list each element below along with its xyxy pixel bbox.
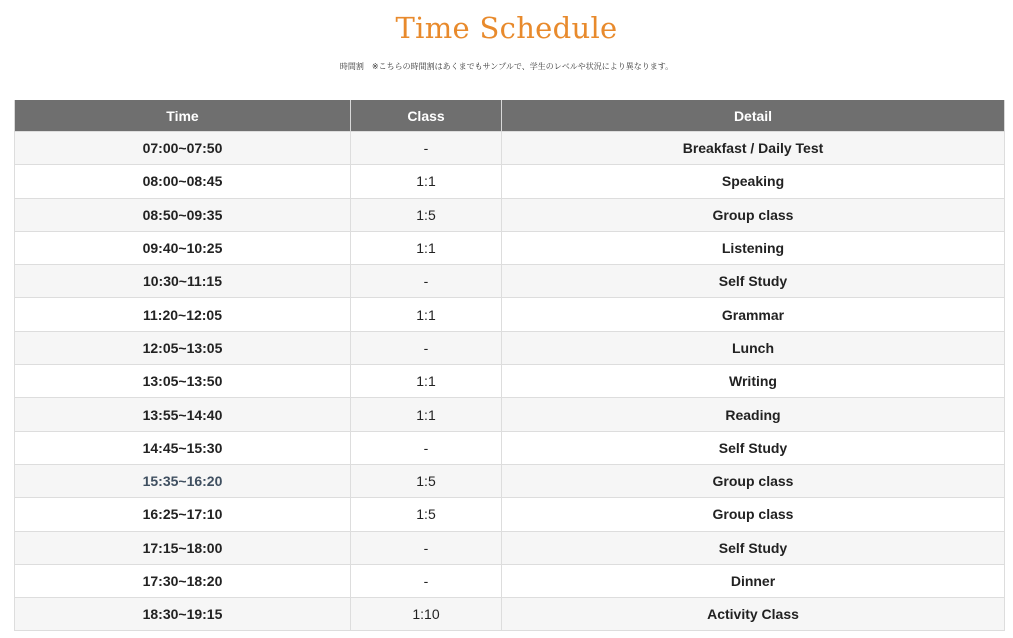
class-cell: - xyxy=(351,132,502,165)
table-row xyxy=(15,298,1005,331)
detail-cell: Self Study xyxy=(502,531,1005,564)
detail-cell: Speaking xyxy=(502,165,1005,198)
time-cell: 13:05~13:50 xyxy=(15,365,351,398)
detail-cell: Group class xyxy=(502,198,1005,231)
time-cell: 17:15~18:00 xyxy=(15,531,351,564)
table-row xyxy=(15,431,1005,464)
detail-cell: Self Study xyxy=(502,431,1005,464)
table-row xyxy=(15,231,1005,264)
detail-cell: Listening xyxy=(502,231,1005,264)
class-cell: 1:1 xyxy=(351,398,502,431)
detail-cell: Dinner xyxy=(502,564,1005,597)
table-row xyxy=(15,564,1005,597)
table-row xyxy=(15,531,1005,564)
detail-cell: Grammar xyxy=(502,298,1005,331)
class-cell: 1:1 xyxy=(351,298,502,331)
time-cell: 17:30~18:20 xyxy=(15,564,351,597)
table-header-row xyxy=(15,100,1005,132)
class-cell: - xyxy=(351,564,502,597)
detail-cell: Group class xyxy=(502,464,1005,497)
detail-cell: Writing xyxy=(502,365,1005,398)
table-row xyxy=(15,498,1005,531)
detail-cell: Lunch xyxy=(502,331,1005,364)
class-cell: 1:5 xyxy=(351,464,502,497)
table-row xyxy=(15,132,1005,165)
time-cell: 14:45~15:30 xyxy=(15,431,351,464)
time-cell: 09:40~10:25 xyxy=(15,231,351,264)
time-cell: 08:00~08:45 xyxy=(15,165,351,198)
schedule-note: 時間割 ※こちらの時間割はあくまでもサンプルで、学生のレベルや状況により異なります。 xyxy=(339,62,674,71)
table-row xyxy=(15,198,1005,231)
detail-cell: Activity Class xyxy=(502,598,1005,631)
class-cell: 1:5 xyxy=(351,198,502,231)
time-cell: 07:00~07:50 xyxy=(15,132,351,165)
detail-cell: Group class xyxy=(502,498,1005,531)
table-row xyxy=(15,598,1005,631)
class-cell: 1:1 xyxy=(351,165,502,198)
time-cell: 12:05~13:05 xyxy=(15,331,351,364)
time-cell: 13:55~14:40 xyxy=(15,398,351,431)
time-cell: 18:30~19:15 xyxy=(15,598,351,631)
table-row xyxy=(15,265,1005,298)
time-cell: 11:20~12:05 xyxy=(15,298,351,331)
table-row xyxy=(15,398,1005,431)
class-cell: - xyxy=(351,431,502,464)
detail-cell: Reading xyxy=(502,398,1005,431)
header-detail: Detail xyxy=(502,100,1005,132)
time-cell: 16:25~17:10 xyxy=(15,498,351,531)
class-cell: - xyxy=(351,531,502,564)
class-cell: - xyxy=(351,331,502,364)
table-row xyxy=(15,331,1005,364)
class-cell: 1:1 xyxy=(351,231,502,264)
class-cell: - xyxy=(351,265,502,298)
detail-cell: Self Study xyxy=(502,265,1005,298)
class-cell: 1:10 xyxy=(351,598,502,631)
table-row xyxy=(15,464,1005,497)
class-cell: 1:5 xyxy=(351,498,502,531)
table-row xyxy=(15,165,1005,198)
detail-cell: Breakfast / Daily Test xyxy=(502,132,1005,165)
time-cell: 10:30~11:15 xyxy=(15,265,351,298)
header-class: Class xyxy=(351,100,502,132)
page-title: Time Schedule xyxy=(395,11,618,45)
schedule-table xyxy=(14,100,1005,631)
header-time: Time xyxy=(15,100,351,132)
time-cell: 15:35~16:20 xyxy=(15,464,351,497)
time-cell: 08:50~09:35 xyxy=(15,198,351,231)
table-row xyxy=(15,365,1005,398)
class-cell: 1:1 xyxy=(351,365,502,398)
